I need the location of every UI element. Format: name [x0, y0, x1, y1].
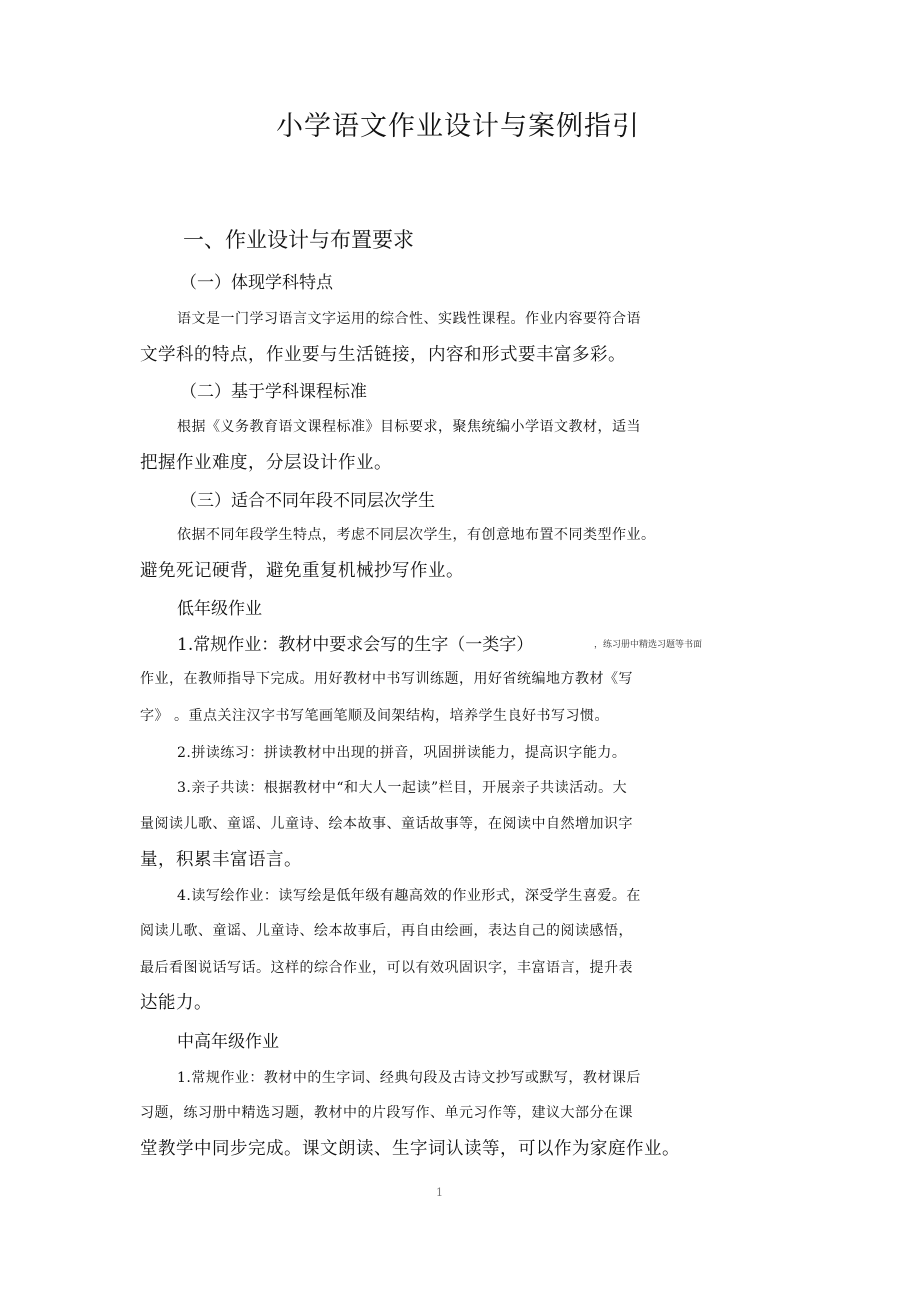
subsection-heading: （三）适合不同年段不同层次学生 — [180, 491, 435, 511]
paragraph-line: 文学科的特点，作业要与生活链接，内容和形式要丰富多彩。 — [140, 345, 626, 365]
paragraph-line: 堂教学中同步完成。课文朗读、生字词认读等，可以作为家庭作业。 — [140, 1139, 680, 1159]
paragraph-line: 作业，在教师指导下完成。用好教材中书写训练题，用好省统编地方教材《写 — [140, 671, 633, 687]
subsection-heading: （一）体现学科特点 — [180, 273, 333, 293]
section-heading: 一、作业设计与布置要求 — [183, 228, 414, 252]
paragraph-line: 2.拼读练习：拼读教材中出现的拼音，巩固拼读能力，提高识字能力。 — [177, 745, 627, 761]
grade-heading: 低年级作业 — [177, 599, 262, 619]
paragraph-line: 量阅读儿歌、童谣、儿童诗、绘本故事、童话故事等，在阅读中自然增加识字 — [140, 816, 633, 832]
paragraph-line: 4.读写绘作业：读写绘是低年级有趣高效的作业形式，深受学生喜爱。在 — [177, 888, 641, 904]
paragraph-line: 避免死记硬背，避免重复机械抄写作业。 — [140, 561, 464, 581]
paragraph-line: 语文是一门学习语言文字运用的综合性、实践性课程。作业内容要符合语 — [177, 311, 641, 327]
paragraph-line: 阅读儿歌、童谣、儿童诗、绘本故事后，再自由绘画，表达自己的阅读感悟， — [140, 923, 633, 939]
paragraph-line: 把握作业难度，分层设计作业。 — [140, 453, 392, 473]
subsection-heading: （二）基于学科课程标准 — [180, 382, 367, 402]
inline-note: ，练习册中精选习题等书面 — [594, 640, 703, 650]
paragraph-line: 1.常规作业：教材中的生字词、经典句段及古诗文抄写或默写，教材课后 — [177, 1070, 641, 1086]
paragraph-line: 达能力。 — [140, 993, 212, 1013]
paragraph-line: 最后看图说话写话。这样的综合作业，可以有效巩固识字，丰富语言，提升表 — [140, 960, 633, 976]
page-number: 1 — [436, 1186, 443, 1199]
paragraph-line: 3.亲子共读：根据教材中“和大人一起读”栏目，开展亲子共读活动。大 — [177, 780, 628, 796]
paragraph-line: 1.常规作业：教材中要求会写的生字（一类字） — [177, 635, 534, 655]
paragraph-line: 习题，练习册中精选习题，教材中的片段写作、单元习作等，建议大部分在课 — [140, 1105, 633, 1121]
paragraph-line: 依据不同年段学生特点，考虑不同层次学生，有创意地布置不同类型作业。 — [177, 527, 656, 543]
grade-heading: 中高年级作业 — [177, 1032, 279, 1052]
page-title: 小学语文作业设计与案例指引 — [276, 111, 640, 142]
paragraph-line: 字》 。重点关注汉字书写笔画笔顺及间架结构，培养学生良好书写习惯。 — [140, 708, 609, 724]
paragraph-line: 量，积累丰富语言。 — [140, 850, 302, 870]
paragraph-line: 根据《义务教育语文课程标准》目标要求，聚焦统编小学语文教材，适当 — [177, 419, 641, 435]
